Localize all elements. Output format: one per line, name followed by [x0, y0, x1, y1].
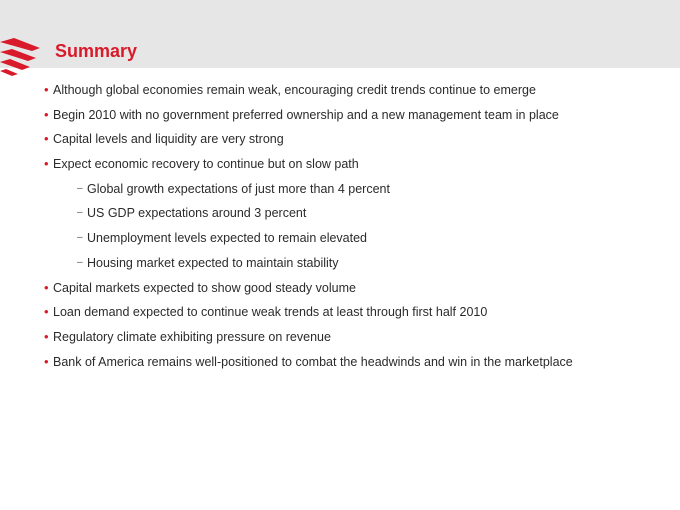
bullet-item: • Loan demand expected to continue weak trends at least through first half 2010	[44, 304, 488, 320]
slide-title: Summary	[55, 41, 138, 61]
bullet-item: • Although global economies remain weak, encouraging credit trends continue to emerge	[44, 82, 536, 97]
bullet-item: • Begin 2010 with no government preferred ownership and a new management team in place	[44, 106, 559, 122]
bullet-item: • Expect economic recovery to continue but on slow path	[44, 156, 359, 172]
bank-of-america-flag-logo-icon	[0, 38, 48, 78]
bullet-item: • Capital markets expected to show good steady volume	[44, 279, 356, 295]
sub-bullet-item: – Global growth expectations of just more than 4 percent	[77, 181, 390, 196]
bullet-item: • Bank of America remains well-positioned to combat the headwinds and win in the marketplace	[44, 353, 573, 369]
summary-bullet-list	[44, 80, 664, 376]
sub-bullet-item: – Housing market expected to maintain stability	[77, 255, 339, 270]
sub-bullet-item: – Unemployment levels expected to remain elevated	[77, 231, 368, 246]
bullet-item: • Regulatory climate exhibiting pressure on revenue	[44, 328, 331, 344]
bullet-item: • Capital levels and liquidity are very strong	[44, 131, 284, 147]
sub-bullet-item: – US GDP expectations around 3 percent	[77, 206, 307, 221]
